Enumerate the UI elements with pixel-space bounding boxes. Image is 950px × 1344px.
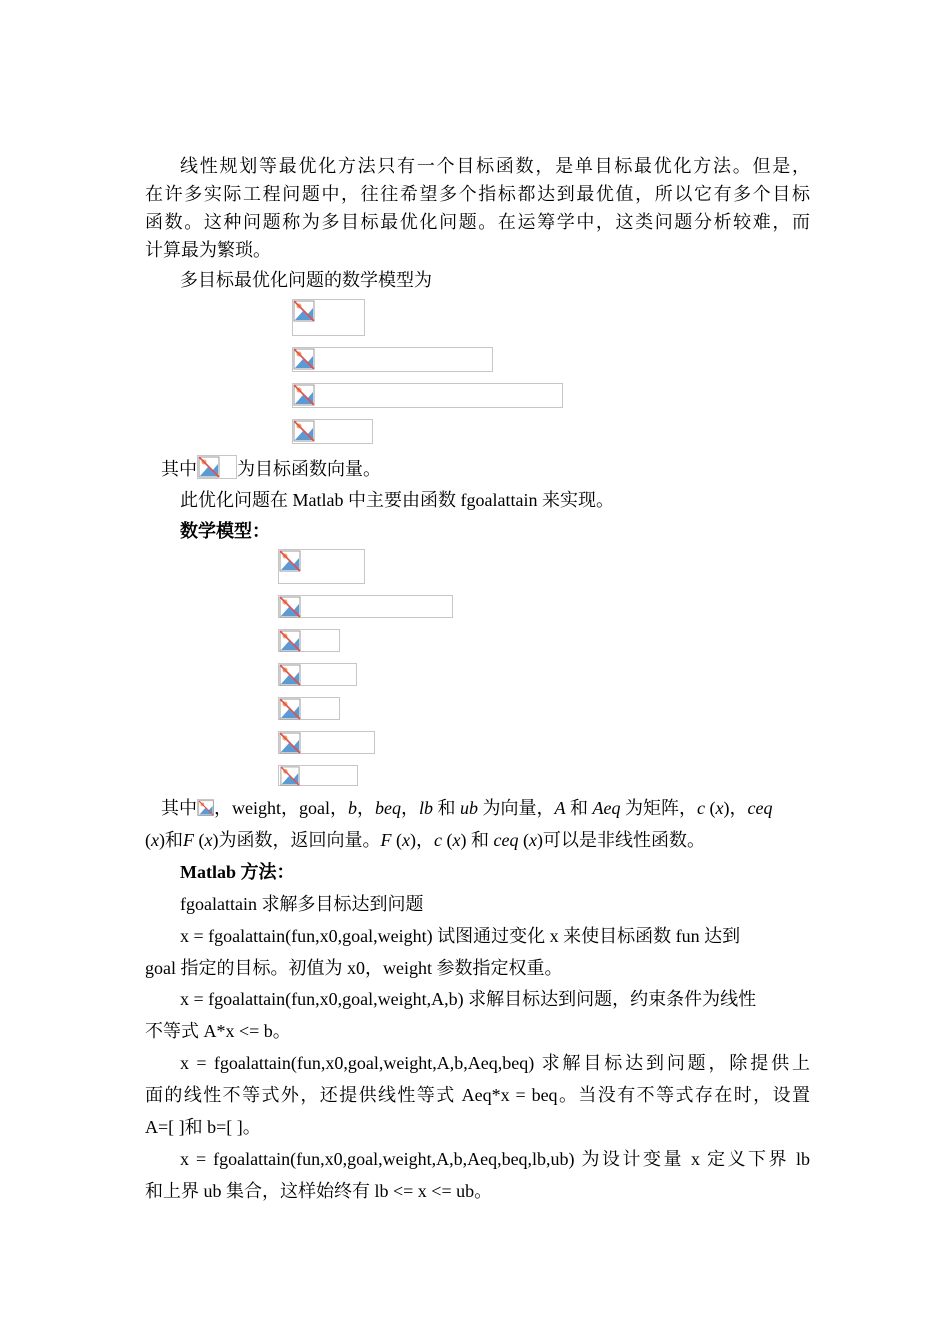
- usage-4-line-2: 和上界 ub 集合，这样始终有 lb <= x <= ub。: [145, 1181, 493, 1201]
- where-line-2: (x)和F (x)为函数，返回向量。F (x)，c (x) 和 ceq (x)可以是非线性函数。: [145, 830, 705, 850]
- broken-image-icon: [279, 596, 301, 618]
- intro-line-4: 计算最为繁琐。: [145, 240, 271, 260]
- intro-line-1: 线性规划等最优化方法只有一个目标函数，是单目标最优化方法。但是，: [180, 156, 810, 176]
- vector-note: [161, 455, 826, 481]
- usage-2-line-1: x = fgoalattain(fun,x0,goal,weight,A,b) 求解目标达到问题，约束条件为线性: [180, 989, 757, 1009]
- broken-image-icon: [293, 384, 315, 406]
- term-F: F: [380, 830, 392, 850]
- term-lb: lb: [419, 798, 434, 818]
- usage-3-line-1: x = fgoalattain(fun,x0,goal,weight,A,b,Aeq,beq) 求解目标达到问题，除提供上: [180, 1053, 810, 1073]
- term-goal: goal: [299, 798, 330, 818]
- broken-image-icon: [198, 800, 214, 816]
- term-x: x: [204, 830, 213, 850]
- term-ceq: ceq: [747, 798, 773, 818]
- term-and: 和: [570, 798, 589, 818]
- term-and: 和: [437, 798, 456, 818]
- broken-image-icon: [293, 348, 315, 370]
- term-x: x: [715, 798, 724, 818]
- vector-note-suffix: 为目标函数向量。: [237, 459, 381, 479]
- broken-image-icon: [279, 766, 301, 786]
- intro-line-2: 在许多实际工程问题中，往往希望多个指标都达到最优值，所以它有多个目标: [145, 184, 810, 204]
- term-function-text: 为函数，返回向量。: [218, 830, 381, 850]
- intro-line-3: 函数。这种问题称为多目标最优化问题。在运筹学中，这类问题分析较难，而: [145, 212, 810, 232]
- usage-4-line-1: x = fgoalattain(fun,x0,goal,weight,A,b,Aeq,beq,lb,ub) 为设计变量 x 定义下界 lb: [180, 1149, 810, 1169]
- formula-image: [292, 299, 365, 336]
- broken-image-icon: [279, 664, 301, 686]
- term-x: x: [452, 830, 461, 850]
- matlab-method-heading: Matlab 方法：: [180, 862, 295, 882]
- broken-image-icon: [279, 732, 301, 754]
- broken-image-icon: [198, 456, 220, 478]
- term-x: x: [528, 830, 537, 850]
- formula-image: [197, 455, 237, 479]
- math-model-heading: 数学模型：: [180, 521, 270, 541]
- formula-image: [278, 549, 365, 584]
- term-x: x: [402, 830, 410, 850]
- term-matrix-text: 为矩阵，: [625, 798, 697, 818]
- formula-image: [292, 419, 373, 444]
- broken-image-icon: [279, 698, 301, 720]
- where-prefix: 其中: [161, 798, 197, 818]
- term-c: c: [434, 830, 442, 850]
- term-b: b: [348, 798, 357, 818]
- usage-2-line-2: 不等式 A*x <= b。: [145, 1021, 291, 1041]
- formula-image: [197, 799, 214, 816]
- term-ceq: ceq: [493, 830, 519, 850]
- term-weight: weight: [232, 798, 281, 818]
- usage-1-line-1: x = fgoalattain(fun,x0,goal,weight) 试图通过变化 x 来使目标函数 fun 达到: [180, 926, 741, 946]
- model-intro: 多目标最优化问题的数学模型为: [180, 270, 432, 290]
- usage-3-line-2: 面的线性不等式外，还提供线性等式 Aeq*x = beq。当没有不等式存在时，设置: [145, 1085, 810, 1105]
- term-c: c: [697, 798, 705, 818]
- broken-image-icon: [279, 630, 301, 652]
- term-Aeq: Aeq: [592, 798, 621, 818]
- formula-image: [292, 383, 563, 408]
- formula-image: [278, 663, 357, 686]
- matlab-note: 此优化问题在 Matlab 中主要由函数 fgoalattain 来实现。: [180, 490, 614, 510]
- term-F: F: [183, 830, 194, 850]
- term-and: 和: [165, 830, 183, 850]
- broken-image-icon: [279, 550, 301, 572]
- vector-note-prefix: 其中: [161, 459, 197, 479]
- fgoal-description: fgoalattain 求解多目标达到问题: [180, 894, 424, 914]
- where-line-1: 其中 ，weight，goal，b，beq，lb 和 ub 为向量，A 和 Aeq 为矩阵，c (x)，ceq: [161, 798, 773, 818]
- broken-image-icon: [293, 300, 315, 322]
- formula-image: [278, 595, 453, 618]
- term-nonlinear-text: 可以是非线性函数。: [542, 830, 705, 850]
- formula-image: [278, 697, 340, 720]
- term-x: x: [151, 830, 159, 850]
- term-vector-text: 为向量，: [482, 798, 555, 818]
- term-A: A: [554, 798, 566, 818]
- term-beq: beq: [375, 798, 401, 818]
- formula-image: [278, 629, 340, 652]
- formula-image: [278, 765, 358, 786]
- usage-1-line-2: goal 指定的目标。初值为 x0，weight 参数指定权重。: [145, 958, 563, 978]
- formula-image: [278, 731, 375, 754]
- term-and: 和: [471, 830, 489, 850]
- broken-image-icon: [293, 420, 315, 442]
- usage-3-line-3: A=[ ]和 b=[ ]。: [145, 1117, 261, 1137]
- term-ub: ub: [460, 798, 479, 818]
- formula-image: [292, 347, 493, 372]
